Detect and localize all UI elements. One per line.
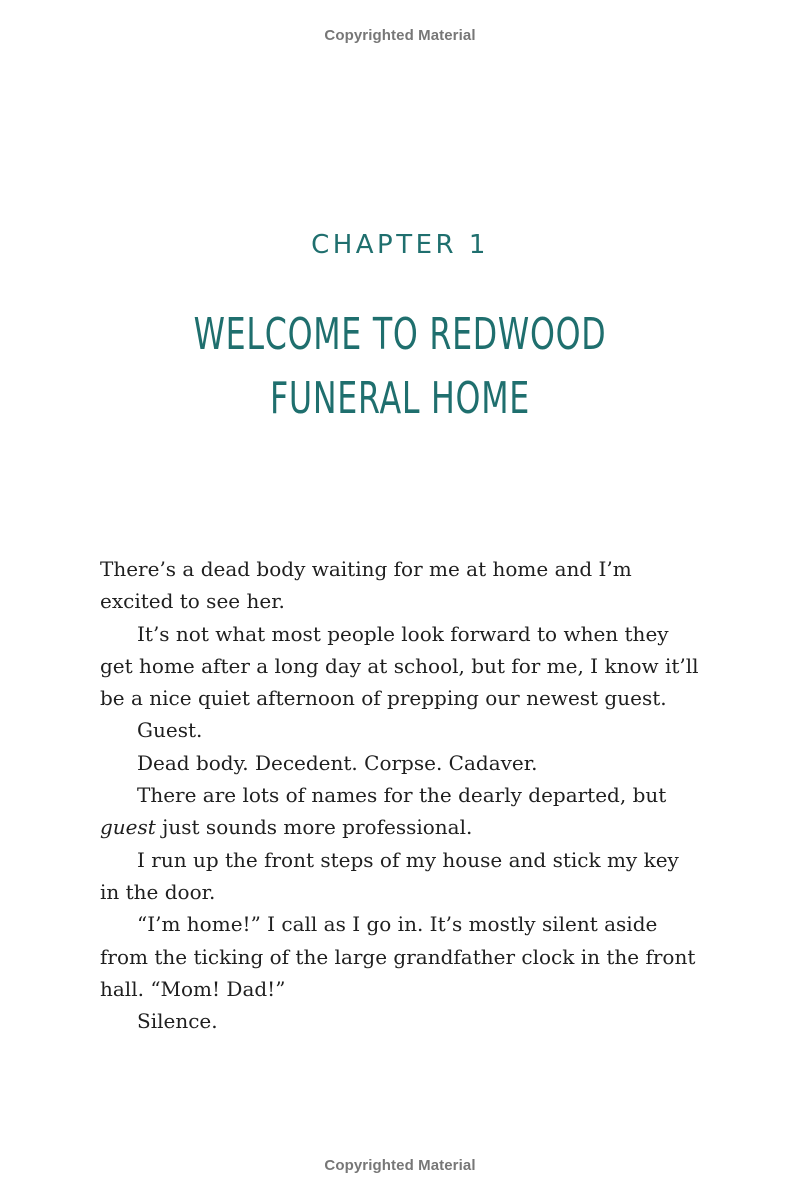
- paragraph-7: “I’m home!” I call as I go in. It’s mostly silent aside from the ticking of the large grandfather clock in the front hall. “Mom! Dad!”: [100, 912, 696, 1001]
- chapter-title: [112, 303, 688, 431]
- chapter-title-line-1: WELCOME TO REDWOOD: [193, 309, 607, 360]
- paragraph-1: There’s a dead body waiting for me at home and I’m excited to see her.: [100, 557, 632, 614]
- chapter-body-text: [100, 553, 700, 1037]
- paragraph-3: Guest.: [137, 718, 203, 743]
- chapter-title-line-2: FUNERAL HOME: [269, 373, 530, 424]
- paragraph-5: [100, 779, 700, 844]
- paragraph-5-text-start: There are lots of names for the dearly departed, but: [137, 783, 667, 808]
- paragraph-6: I run up the front steps of my house and stick my key in the door.: [100, 847, 679, 904]
- header-copyright-notice: Copyrighted Material: [324, 27, 476, 44]
- paragraph-5-italic-word: guest: [100, 815, 156, 840]
- chapter-number: CHAPTER 1: [311, 230, 489, 260]
- paragraph-2: It’s not what most people look forward to when they get home after a long day at school, but for me, I know it’ll be a nice quiet afternoon of prepping our newest guest.: [100, 621, 699, 711]
- footer-copyright-notice: Copyrighted Material: [324, 1157, 476, 1174]
- paragraph-8: Silence.: [137, 1009, 218, 1034]
- paragraph-4: Dead body. Decedent. Corpse. Cadaver.: [137, 750, 538, 775]
- paragraph-5-text-end: just sounds more professional.: [155, 815, 473, 840]
